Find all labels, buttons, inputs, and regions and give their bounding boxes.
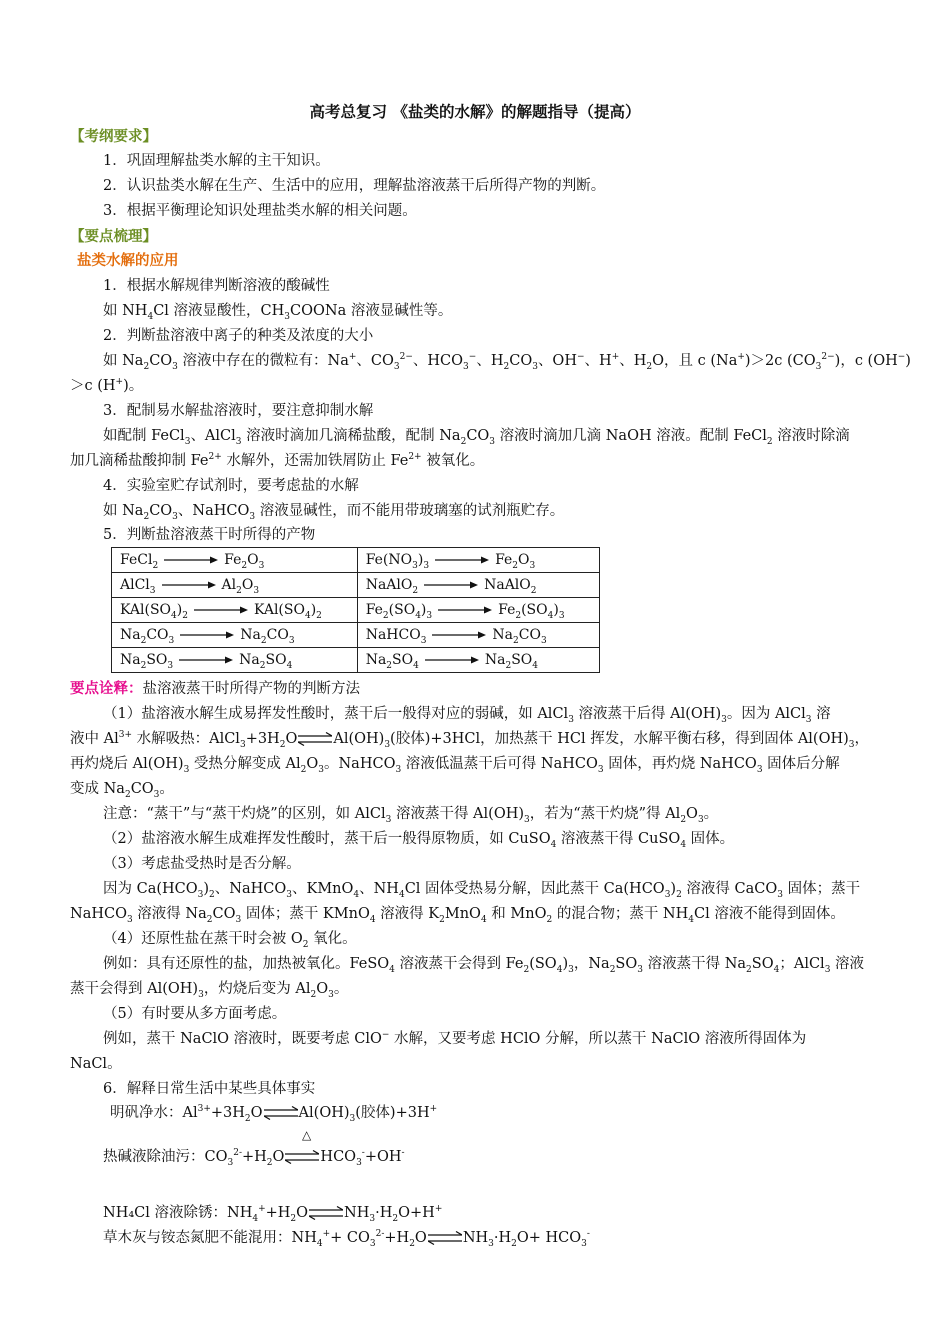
equation-label: 明矾净水：: [110, 1105, 183, 1121]
paragraph-line: 如配制 FeCl$_3$、AlCl$_3$ 溶液时滴加几滴稀盐酸，配制 $Na_2CO_3$ 溶液时滴加几滴 NaOH 溶液。配制 FeCl$_2$ 溶液时除滴: [103, 428, 850, 447]
explanation-label: 要点诠释：: [70, 681, 143, 697]
paragraph-line: 如 $Na_2CO_3$ 溶液中存在的微粒有：Na+、$CO_3^{2-}$、$HCO_3^-$、$H_2CO_3$、OH−、H+、$H_2O$，且 c (Na+)＞2c $(CO_3^{2-})$，c (OH−): [103, 352, 911, 372]
table-row: [112, 648, 600, 673]
page-title: 高考总复习 《盐类的水解》的解题指导（提高）: [309, 103, 641, 121]
paragraph-line: 变成 $Na_2CO_3$。: [70, 781, 174, 800]
section-heading-key-points: 【要点梳理】: [70, 229, 157, 245]
requirement-item: 3．根据平衡理论知识处理盐类水解的相关问题。: [103, 203, 417, 219]
equation-line: 草木灰与铵态氮肥不能混用：$NH_4^++ CO_3^{2-}+H_2O$ $NH_3\cdot H_2O+ HCO_3^-$: [103, 1229, 590, 1249]
paragraph-line: NaHCO$_3$ 溶液得 $Na_2CO_3$ 固体；蒸干 KMnO$_4$ 溶液得 $K_2MnO_4$ 和 MnO$_2$ 的混合物；蒸干 $NH_4Cl$ 溶液不能得到固体。: [70, 906, 845, 925]
table-cell: $KAl(SO_4)_2$ $KAl(SO_4)_2$: [112, 598, 358, 623]
equation-line: NH₄Cl 溶液除锈：$NH_4^++H_2O$ $NH_3\cdot H_2O+H^+$: [103, 1204, 443, 1224]
table-cell: NaAlO$_2$ NaAlO$_2$: [357, 573, 599, 598]
table-cell: FeCl$_2$ $Fe_2O_3$: [112, 548, 358, 573]
table-cell: $Fe_2(SO_4)_3$ $Fe_2(SO_4)_3$: [357, 598, 599, 623]
paragraph-line: （4）还原性盐在蒸干时会被 $O_2$ 氧化。: [103, 931, 357, 950]
paragraph-line: NaCl。: [70, 1056, 122, 1072]
equilibrium-arrow-icon: [428, 1231, 462, 1245]
point-title: 3．配制易水解盐溶液时，要注意抑制水解: [103, 403, 374, 419]
paragraph-line: ＞c (H+)。: [70, 377, 144, 394]
point-title: 5．判断盐溶液蒸干时所得的产物: [103, 527, 316, 543]
equation-label: NH₄Cl 溶液除锈：: [103, 1205, 227, 1221]
table-cell: $Na_2SO_3$ $Na_2SO_4$: [112, 648, 358, 673]
point-title: 4．实验室贮存试剂时，要考虑盐的水解: [103, 478, 359, 494]
paragraph-line: 如 $Na_2CO_3$、NaHCO$_3$ 溶液显碱性，而不能用带玻璃塞的试剂瓶贮存。: [103, 503, 565, 522]
table-cell: $Fe(NO_3)_3$ $Fe_2O_3$: [357, 548, 599, 573]
table-row: [112, 573, 600, 598]
point-title: 2．判断盐溶液中离子的种类及浓度的大小: [103, 328, 374, 344]
evaporation-products-table: [111, 547, 600, 673]
subheading-hydrolysis-applications: 盐类水解的应用: [77, 253, 179, 269]
paragraph-line: 注意：“蒸干”与“蒸干灼烧”的区别，如 AlCl$_3$ 溶液蒸干得 $Al(OH)_3$，若为“蒸干灼烧”得 $Al_2O_3$。: [103, 806, 719, 825]
point-title: 1．根据水解规律判断溶液的酸碱性: [103, 278, 330, 294]
paragraph-line: 例如：具有还原性的盐，加热被氧化。FeSO$_4$ 溶液蒸干会得到 $Fe_2(SO_4)_3$，$Na_2SO_3$ 溶液蒸干得 $Na_2SO_4$；AlCl$_3$ 溶液: [103, 956, 865, 975]
paragraph-line: 例如，蒸干 NaClO 溶液时，既要考虑 ClO− 水解，又要考虑 HClO 分解，所以蒸干 NaClO 溶液所得固体为: [103, 1030, 807, 1047]
requirement-item: 2．认识盐类水解在生产、生活中的应用，理解盐溶液蒸干后所得产物的判断。: [103, 178, 606, 194]
equation-label: 热碱液除油污：: [103, 1149, 205, 1165]
explanation-text: 盐溶液蒸干时所得产物的判断方法: [142, 681, 360, 697]
equilibrium-arrow-icon: [264, 1106, 298, 1120]
equilibrium-arrow-icon: [298, 732, 332, 746]
point-title: 6．解释日常生活中某些具体事实: [103, 1081, 316, 1097]
paragraph-line: 液中 $Al^{3+}$ 水解吸热：$AlCl_3+3H_2O$ $Al(OH)_3$(胶体)+3HCl，加热蒸干 HCl 挥发，水解平衡右移，得到固体 $Al(OH)_3$，: [70, 730, 870, 750]
table-cell: $Na_2SO_4$ $Na_2SO_4$: [357, 648, 599, 673]
paragraph-line: （2）盐溶液水解生成难挥发性酸时，蒸干后一般得原物质，如 CuSO$_4$ 溶液蒸干得 CuSO$_4$ 固体。: [103, 831, 735, 850]
paragraph-line: （5）有时要从多方面考虑。: [103, 1006, 287, 1022]
table-row: [112, 623, 600, 648]
equation-line: 热碱液除油污：$CO_3^{2-}+H_2O$ $HCO_3^-+OH^-$: [103, 1148, 405, 1168]
equation-label: 草木灰与铵态氮肥不能混用：: [103, 1230, 292, 1246]
explanation-heading: [70, 679, 360, 699]
paragraph-line: 加几滴稀盐酸抑制 $Fe^{2+}$ 水解外，还需加铁屑防止 $Fe^{2+}$ 被氧化。: [70, 452, 485, 469]
equilibrium-arrow-icon: [309, 1206, 343, 1220]
table-row: [112, 548, 600, 573]
paragraph-line: 再灼烧后 $Al(OH)_3$ 受热分解变成 $Al_2O_3$。NaHCO$_3$ 溶液低温蒸干后可得 NaHCO$_3$ 固体，再灼烧 NaHCO$_3$ 固体后分解: [70, 756, 840, 775]
paragraph-line: 蒸干会得到 $Al(OH)_3$，灼烧后变为 $Al_2O_3$。: [70, 981, 349, 1000]
paragraph-line: 如 $NH_4Cl$ 溶液显酸性，$CH_3COONa$ 溶液显碱性等。: [103, 303, 453, 322]
table-cell: $Na_2CO_3$ $Na_2CO_3$: [112, 623, 358, 648]
paragraph-line: （3）考虑盐受热时是否分解。: [103, 856, 301, 872]
table-cell: AlCl$_3$ $Al_2O_3$: [112, 573, 358, 598]
paragraph-line: 因为 $Ca(HCO_3)_2$、NaHCO$_3$、KMnO$_4$、$NH_4Cl$ 固体受热易分解，因此蒸干 $Ca(HCO_3)_2$ 溶液得 CaCO$_3$ 固体；蒸干: [103, 881, 861, 900]
equilibrium-arrow-icon: [285, 1150, 319, 1164]
heat-triangle-icon: △: [302, 1128, 312, 1142]
equation-line: 明矾净水：$Al^{3+}+3H_2O$ $Al(OH)_3$(胶体)+3H+: [110, 1104, 438, 1124]
table-row: [112, 598, 600, 623]
table-cell: NaHCO$_3$ $Na_2CO_3$: [357, 623, 599, 648]
section-heading-requirements: 【考纲要求】: [70, 129, 157, 145]
requirement-item: 1．巩固理解盐类水解的主干知识。: [103, 153, 330, 169]
paragraph-line: （1）盐溶液水解生成易挥发性酸时，蒸干后一般得对应的弱碱，如 AlCl$_3$ 溶液蒸干后得 $Al(OH)_3$。因为 AlCl$_3$ 溶: [103, 706, 831, 725]
